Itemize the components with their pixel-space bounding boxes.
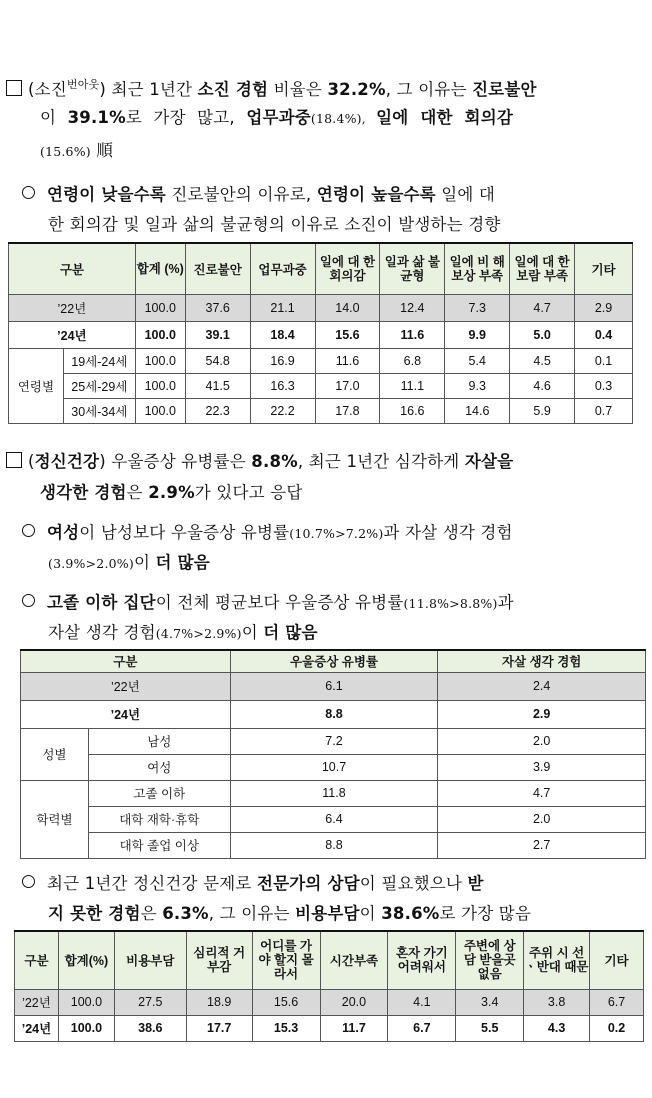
- cell: 2.9: [575, 294, 633, 321]
- cell: 6.8: [380, 348, 445, 373]
- text: (소진: [28, 80, 67, 99]
- cell: 0.4: [575, 321, 633, 348]
- cell: 39.1: [185, 321, 250, 348]
- cell: 4.6: [510, 373, 575, 398]
- cell: 4.7: [438, 780, 646, 806]
- header-hard-alone: 혼자 가기 어려워서: [388, 931, 456, 989]
- text: 한 회의감 및 일과 삶의 불균형의 이유로 소진이 발생하는 경향: [48, 215, 501, 234]
- text: (15.6%): [40, 144, 91, 159]
- table-row: [21, 780, 646, 806]
- row-label: 30세-34세: [63, 398, 135, 423]
- section1-heading: [6, 70, 646, 105]
- row-label: ’24년: [9, 321, 136, 348]
- text: 은: [126, 483, 149, 502]
- cell: 37.6: [185, 294, 250, 321]
- group-label: 학력별: [21, 780, 89, 858]
- header-depression: 우울증상 유병률: [230, 650, 438, 672]
- header-workload: 업무과중: [250, 243, 315, 294]
- cell: 2.9: [438, 700, 646, 728]
- section2-line2: [40, 478, 303, 508]
- row-label: ’22년: [9, 294, 136, 321]
- text: 전문가의 상담: [257, 874, 360, 893]
- row-label: 여성: [88, 754, 230, 780]
- cell: 100.0: [135, 398, 185, 423]
- text: 진로불안: [472, 80, 537, 99]
- text: (3.9%>2.0%): [48, 556, 134, 571]
- superscript: 번아웃: [66, 78, 100, 91]
- cell: 100.0: [135, 348, 185, 373]
- cell: 5.0: [510, 321, 575, 348]
- cell: 15.6: [315, 321, 380, 348]
- table-row: [9, 398, 633, 423]
- bullet2-line1: [22, 518, 648, 549]
- cell: 5.9: [510, 398, 575, 423]
- cell: 11.8: [230, 780, 438, 806]
- header-reluctance: 심리적 거 부감: [186, 931, 252, 989]
- bullet1-line2: [48, 210, 500, 240]
- header-social-stigma: 주위 시 선ㆍ반대 때문: [524, 931, 590, 989]
- cell: 12.4: [380, 294, 445, 321]
- row-label: ’22년: [21, 672, 231, 700]
- cell: 17.7: [186, 1015, 252, 1041]
- cell: 6.1: [230, 672, 438, 700]
- header-other: 기타: [590, 931, 644, 989]
- cell: 22.2: [250, 398, 315, 423]
- header-low-reward: 일에 비 해 보상 부족: [445, 243, 510, 294]
- bullet-circle-icon: [22, 594, 35, 607]
- row-label: 대학 졸업 이상: [88, 832, 230, 858]
- cell: 6.7: [590, 989, 644, 1015]
- text: 32.2%: [327, 80, 386, 99]
- bullet4-line2: [48, 899, 648, 929]
- mental-health-table: [20, 649, 646, 859]
- table-row: [15, 1015, 644, 1041]
- table-row: [15, 989, 644, 1015]
- text: 이: [40, 108, 68, 127]
- row-label: ’24년: [21, 700, 231, 728]
- cell: 27.5: [114, 989, 186, 1015]
- text: (18.4%),: [310, 111, 377, 126]
- text: 6.3%: [162, 904, 209, 923]
- cell: 2.0: [438, 728, 646, 754]
- header-unsure-where: 어디를 가 야 할지 몰 라서: [252, 931, 320, 989]
- section2-heading: [6, 447, 648, 477]
- cell: 6.7: [388, 1015, 456, 1041]
- bullet-circle-icon: [22, 524, 35, 537]
- bullet2-line2: [48, 548, 210, 579]
- table-row: [9, 294, 633, 321]
- bullet-circle-icon: [22, 875, 35, 888]
- row-label: ’24년: [15, 1015, 59, 1041]
- header-career-anxiety: 진로불안: [185, 243, 250, 294]
- text: 여성: [47, 523, 80, 542]
- cell: 4.5: [510, 348, 575, 373]
- text: 과: [497, 593, 514, 612]
- cell: 14.0: [315, 294, 380, 321]
- table-row: [21, 672, 646, 700]
- cell: 0.1: [575, 348, 633, 373]
- group-label: 성별: [21, 728, 89, 780]
- cell: 2.7: [438, 832, 646, 858]
- section1-line3: [40, 136, 113, 167]
- text: 이 필요했으나: [359, 874, 468, 893]
- header-no-nearby: 주변에 상 담 받을곳 없음: [456, 931, 524, 989]
- bullet3-line2: [48, 618, 318, 649]
- cell: 3.9: [438, 754, 646, 780]
- group-label: 연령별: [9, 348, 64, 423]
- section1-line2: [40, 103, 650, 134]
- cell: 14.6: [445, 398, 510, 423]
- header-skepticism: 일에 대 한 회의감: [315, 243, 380, 294]
- cell: 9.9: [445, 321, 510, 348]
- cell: 16.6: [380, 398, 445, 423]
- text: 고졸 이하 집단: [47, 593, 156, 612]
- cell: 38.6: [114, 1015, 186, 1041]
- cell: 0.2: [590, 1015, 644, 1041]
- header-low-fulfillment: 일에 대 한 보람 부족: [510, 243, 575, 294]
- text: 이: [241, 623, 264, 642]
- row-label: 25세-29세: [63, 373, 135, 398]
- table-row: [21, 728, 646, 754]
- bullet3-line1: [22, 588, 648, 619]
- cell: 4.7: [510, 294, 575, 321]
- text: 이 남성보다 우울증상 유병률: [79, 523, 290, 542]
- cell: 11.7: [320, 1015, 388, 1041]
- cell: 4.3: [524, 1015, 590, 1041]
- cell: 10.7: [230, 754, 438, 780]
- text: 39.1%: [67, 108, 126, 127]
- table-row: [21, 700, 646, 728]
- cell: 3.4: [456, 989, 524, 1015]
- text: 로 가장 많고,: [125, 108, 247, 127]
- header-lack-of-time: 시간부족: [320, 931, 388, 989]
- text: 정신건강: [34, 452, 100, 471]
- cell: 20.0: [320, 989, 388, 1015]
- cell: 2.0: [438, 806, 646, 832]
- row-label: 남성: [88, 728, 230, 754]
- cell: 22.3: [185, 398, 250, 423]
- cell: 6.4: [230, 806, 438, 832]
- text: 최근 1년간 정신건강 문제로: [47, 874, 258, 893]
- cell: 15.6: [252, 989, 320, 1015]
- bullet1-line1: [22, 180, 648, 210]
- checkbox-square-icon: [6, 452, 22, 468]
- text: 은: [140, 904, 163, 923]
- bullet4-line1: [22, 869, 648, 899]
- text: 받: [467, 874, 484, 893]
- text: 順: [90, 141, 114, 160]
- cell: 11.1: [380, 373, 445, 398]
- cell: 7.3: [445, 294, 510, 321]
- text: 2.9%: [148, 483, 195, 502]
- header-cost-burden: 비용부담: [114, 931, 186, 989]
- cell: 100.0: [135, 321, 185, 348]
- text: , 그 이유는: [208, 904, 296, 923]
- text: (: [28, 452, 35, 471]
- cell: 16.3: [250, 373, 315, 398]
- text: 자살을: [464, 452, 514, 471]
- cell: 17.8: [315, 398, 380, 423]
- text: ) 우울증상 유병률은: [99, 452, 252, 471]
- text: 비용부담: [295, 904, 360, 923]
- table-row: [9, 373, 633, 398]
- text: 더 많음: [263, 623, 318, 642]
- header-total: 합계(%): [58, 931, 114, 989]
- cell: 4.1: [388, 989, 456, 1015]
- text: 자살 생각 경험: [48, 623, 156, 642]
- row-label: 대학 재학·휴학: [88, 806, 230, 832]
- text: 연령이 낮을수록: [47, 185, 166, 204]
- cell: 41.5: [185, 373, 250, 398]
- text: , 그 이유는: [385, 80, 473, 99]
- cell: 18.4: [250, 321, 315, 348]
- cell: 100.0: [58, 989, 114, 1015]
- table-row: [21, 754, 646, 780]
- cell: 100.0: [135, 373, 185, 398]
- text: 지 못한 경험: [48, 904, 141, 923]
- text: 연령이 높을수록: [316, 185, 436, 204]
- header-suicidal-ideation: 자살 생각 경험: [438, 650, 646, 672]
- text: ) 최근 1년간: [99, 80, 198, 99]
- cell: 11.6: [315, 348, 380, 373]
- table-row: [9, 321, 633, 348]
- row-label: ’22년: [15, 989, 59, 1015]
- text: (4.7%>2.9%): [155, 626, 242, 641]
- cell: 16.9: [250, 348, 315, 373]
- text: 과 자살 생각 경험: [383, 523, 513, 542]
- text: 38.6%: [381, 904, 440, 923]
- cell: 8.8: [230, 832, 438, 858]
- header-other: 기타: [575, 243, 633, 294]
- text: 진로불안의 이유로,: [165, 185, 317, 204]
- header-work-life-imbalance: 일과 삶 불균형: [380, 243, 445, 294]
- row-label: 고졸 이하: [88, 780, 230, 806]
- cell: 5.4: [445, 348, 510, 373]
- cell: 3.8: [524, 989, 590, 1015]
- header-total: 합계 (%): [135, 243, 185, 294]
- text: 생각한 경험: [40, 483, 127, 502]
- cell: 0.3: [575, 373, 633, 398]
- cell: 18.9: [186, 989, 252, 1015]
- burnout-reasons-table: [8, 242, 633, 424]
- cell: 11.6: [380, 321, 445, 348]
- counseling-barriers-table: [14, 930, 644, 1042]
- header-category: 구분: [9, 243, 136, 294]
- text: 이: [133, 553, 156, 572]
- text: 로 가장 많음: [439, 904, 532, 923]
- table-row: [21, 832, 646, 858]
- header-category: 구분: [15, 931, 59, 989]
- text: (11.8%>8.8%): [403, 596, 498, 611]
- cell: 21.1: [250, 294, 315, 321]
- text: , 최근 1년간 심각하게: [297, 452, 465, 471]
- text: 8.8%: [251, 452, 298, 471]
- row-label: 19세-24세: [63, 348, 135, 373]
- cell: 9.3: [445, 373, 510, 398]
- cell: 8.8: [230, 700, 438, 728]
- text: 일에 대한 회의감: [376, 108, 513, 127]
- text: 소진 경험: [197, 80, 269, 99]
- cell: 54.8: [185, 348, 250, 373]
- text: 더 많음: [155, 553, 210, 572]
- cell: 5.5: [456, 1015, 524, 1041]
- cell: 17.0: [315, 373, 380, 398]
- bullet-circle-icon: [22, 186, 35, 199]
- cell: 7.2: [230, 728, 438, 754]
- cell: 100.0: [58, 1015, 114, 1041]
- table-row: [21, 806, 646, 832]
- text: (10.7%>7.2%): [289, 526, 384, 541]
- text: 이: [359, 904, 382, 923]
- text: 일에 대: [435, 185, 496, 204]
- text: 비율은: [268, 80, 328, 99]
- cell: 15.3: [252, 1015, 320, 1041]
- checkbox-square-icon: [6, 80, 22, 96]
- text: 업무과중: [246, 108, 311, 127]
- cell: 100.0: [135, 294, 185, 321]
- text: 이 전체 평균보다 우울증상 유병률: [155, 593, 404, 612]
- table-row: [9, 348, 633, 373]
- cell: 0.7: [575, 398, 633, 423]
- cell: 2.4: [438, 672, 646, 700]
- text: 가 있다고 응답: [194, 483, 303, 502]
- header-category: 구분: [21, 650, 231, 672]
